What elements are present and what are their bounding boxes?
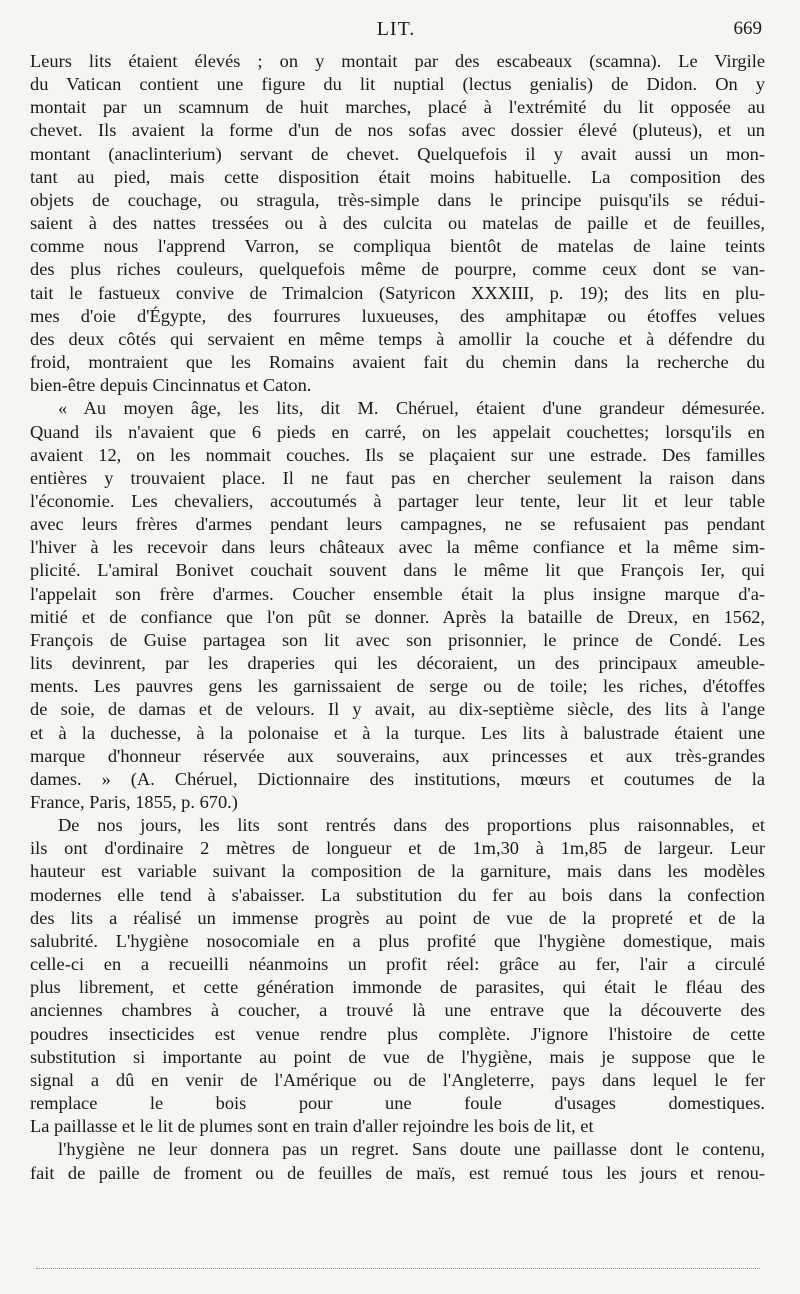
text-line: l'économie. Les chevaliers, accoutumés à partager leur tente, leur lit et leur table	[30, 490, 765, 511]
text-line: entières y trouvaient place. Il ne faut pas en chercher seulement la raison dans	[30, 467, 765, 488]
page-number: 669	[733, 18, 762, 39]
text-line: plicité. L'amiral Bonivet couchait souvent dans le même lit que François Ier, qui	[30, 560, 765, 581]
text-line: ils ont d'ordinaire 2 mètres de longueur et de 1m,30 à 1m,85 de largeur. Leur	[30, 838, 765, 859]
text-line: lits devinrent, par les draperies qui les décoraient, un des principaux ameuble-	[30, 653, 765, 674]
text-line: mitié et de confiance que l'on pût se donner. Après la bataille de Dreux, en 1562,	[30, 606, 765, 627]
text-line: marque d'honneur réservée aux souverains, aux princesses et aux très-grandes	[30, 745, 765, 766]
footer-divider	[36, 1268, 760, 1269]
text-line: des lits a réalisé un immense progrès au point de vue de la propreté et de la	[30, 907, 765, 928]
text-line: du Vatican contient une figure du lit nuptial (lectus genialis) de Didon. On y	[30, 74, 765, 95]
text-line: l'hiver à les recevoir dans leurs châteaux avec la même confiance et la même sim-	[30, 537, 765, 558]
text-line: François de Guise partagea son lit avec son prisonnier, le prince de Condé. Les	[30, 629, 765, 650]
text-line: La paillasse et le lit de plumes sont en train d'aller rejoindre les bois de lit, et	[30, 1116, 594, 1137]
text-line: hauteur est variable suivant la composition de la garniture, mais dans les modèles	[30, 861, 765, 882]
text-line: comme nous l'apprend Varron, se compliqua bientôt de matelas de laine teints	[30, 236, 765, 257]
text-line: tant au pied, mais cette disposition était moins habituelle. La composition des	[30, 166, 765, 187]
text-line: dames. » (A. Chéruel, Dictionnaire des institutions, mœurs et coutumes de la	[30, 768, 765, 789]
text-line: signal a dû en venir de l'Amérique ou de l'Angleterre, pays dans lequel le fer	[30, 1069, 765, 1090]
text-line: mes d'oie d'Égypte, des fourrures luxueuses, des amphitapæ ou étoffes velues	[30, 305, 765, 326]
text-line: montant (anaclinterium) servant de chevet. Quelquefois il y avait aussi un mon-	[30, 143, 765, 164]
text-line: Leurs lits étaient élevés ; on y montait par des escabeaux (scamna). Le Virgile	[30, 51, 765, 71]
running-title: LIT.	[376, 18, 416, 40]
text-line: des plus riches couleurs, quelquefois même de pourpre, comme ceux dont se van-	[30, 259, 765, 280]
text-line: remplace le bois pour une foule d'usages domestiques.	[30, 1093, 765, 1114]
text-line: De nos jours, les lits sont rentrés dans des proportions plus raisonnables, et	[58, 815, 765, 836]
text-line: France, Paris, 1855, p. 670.)	[30, 792, 238, 812]
text-line: avec leurs frères d'armes pendant leurs campagnes, ne se refusaient pas pendant	[30, 514, 765, 535]
text-line: des deux côtés qui servaient en même temps à amollir la couche et à défendre du	[30, 328, 765, 349]
text-line: salubrité. L'hygiène nosocomiale en a plus profité que l'hygiène domestique, mais	[30, 930, 765, 951]
text-line: objets de couchage, ou stragula, très-simple dans le principe puisqu'ils se rédui-	[30, 189, 765, 210]
text-line: Quand ils n'avaient que 6 pieds en carré, on les appelait couchettes; lorsqu'ils en	[30, 421, 765, 442]
text-line: chevet. Ils avaient la forme d'un de nos sofas avec dossier élevé (pluteus), et un	[30, 120, 765, 141]
text-line: plus librement, et cette génération immonde de parasites, qui était le fléau des	[30, 977, 765, 998]
text-line: substitution si importante au point de vue de l'hygiène, mais je suppose que le	[30, 1046, 765, 1067]
text-line: saient à des nattes tressées ou à des culcita ou matelas de paille et de feuilles,	[30, 213, 765, 234]
text-line: poudres insecticides est venue rendre plus complète. J'ignore l'histoire de cette	[30, 1023, 765, 1044]
text-line: « Au moyen âge, les lits, dit M. Chéruel, étaient d'une grandeur démesurée.	[58, 398, 765, 419]
text-line: celle-ci en a recueilli néanmoins un profit réel: grâce au fer, l'air a circulé	[30, 954, 765, 975]
text-line: montait par un scamnum de huit marches, placé à l'extrémité du lit opposée au	[30, 97, 765, 118]
text-line: froid, montraient que les Romains avaient fait du chemin dans la recherche du	[30, 352, 765, 373]
text-line: tait le fastueux convive de Trimalcion (Satyricon XXXIII, p. 19); des lits en plu-	[30, 282, 765, 303]
text-line: bien-être depuis Cincinnatus et Caton.	[30, 375, 312, 396]
body-text	[30, 50, 765, 1185]
text-line: et à la duchesse, à la polonaise et à la turque. Les lits à balustrade étaient une	[30, 722, 765, 743]
text-line: fait de paille de froment ou de feuilles de maïs, est remué tous les jours et renou-	[30, 1162, 765, 1183]
text-line: l'appelait son frère d'armes. Coucher ensemble était la plus insigne marque d'a-	[30, 583, 765, 604]
text-line: l'hygiène ne leur donnera pas un regret. Sans doute une paillasse dont le contenu,	[58, 1139, 765, 1160]
text-line: ments. Les pauvres gens les garnissaient de serge ou de toile; les riches, d'étoffes	[30, 676, 765, 697]
text-line: avaient 12, on les nommait couches. Ils se plaçaient sur une estrade. Des familles	[30, 444, 765, 465]
running-head	[30, 16, 762, 46]
text-line: de soie, de damas et de velours. Il y avait, au dix-septième siècle, des lits à l'ange	[30, 699, 765, 720]
text-line: modernes elle tend à s'abaisser. La substitution du fer au bois dans la confection	[30, 884, 765, 905]
text-line: anciennes chambres à coucher, a trouvé là une entrave que la découverte des	[30, 1000, 765, 1021]
